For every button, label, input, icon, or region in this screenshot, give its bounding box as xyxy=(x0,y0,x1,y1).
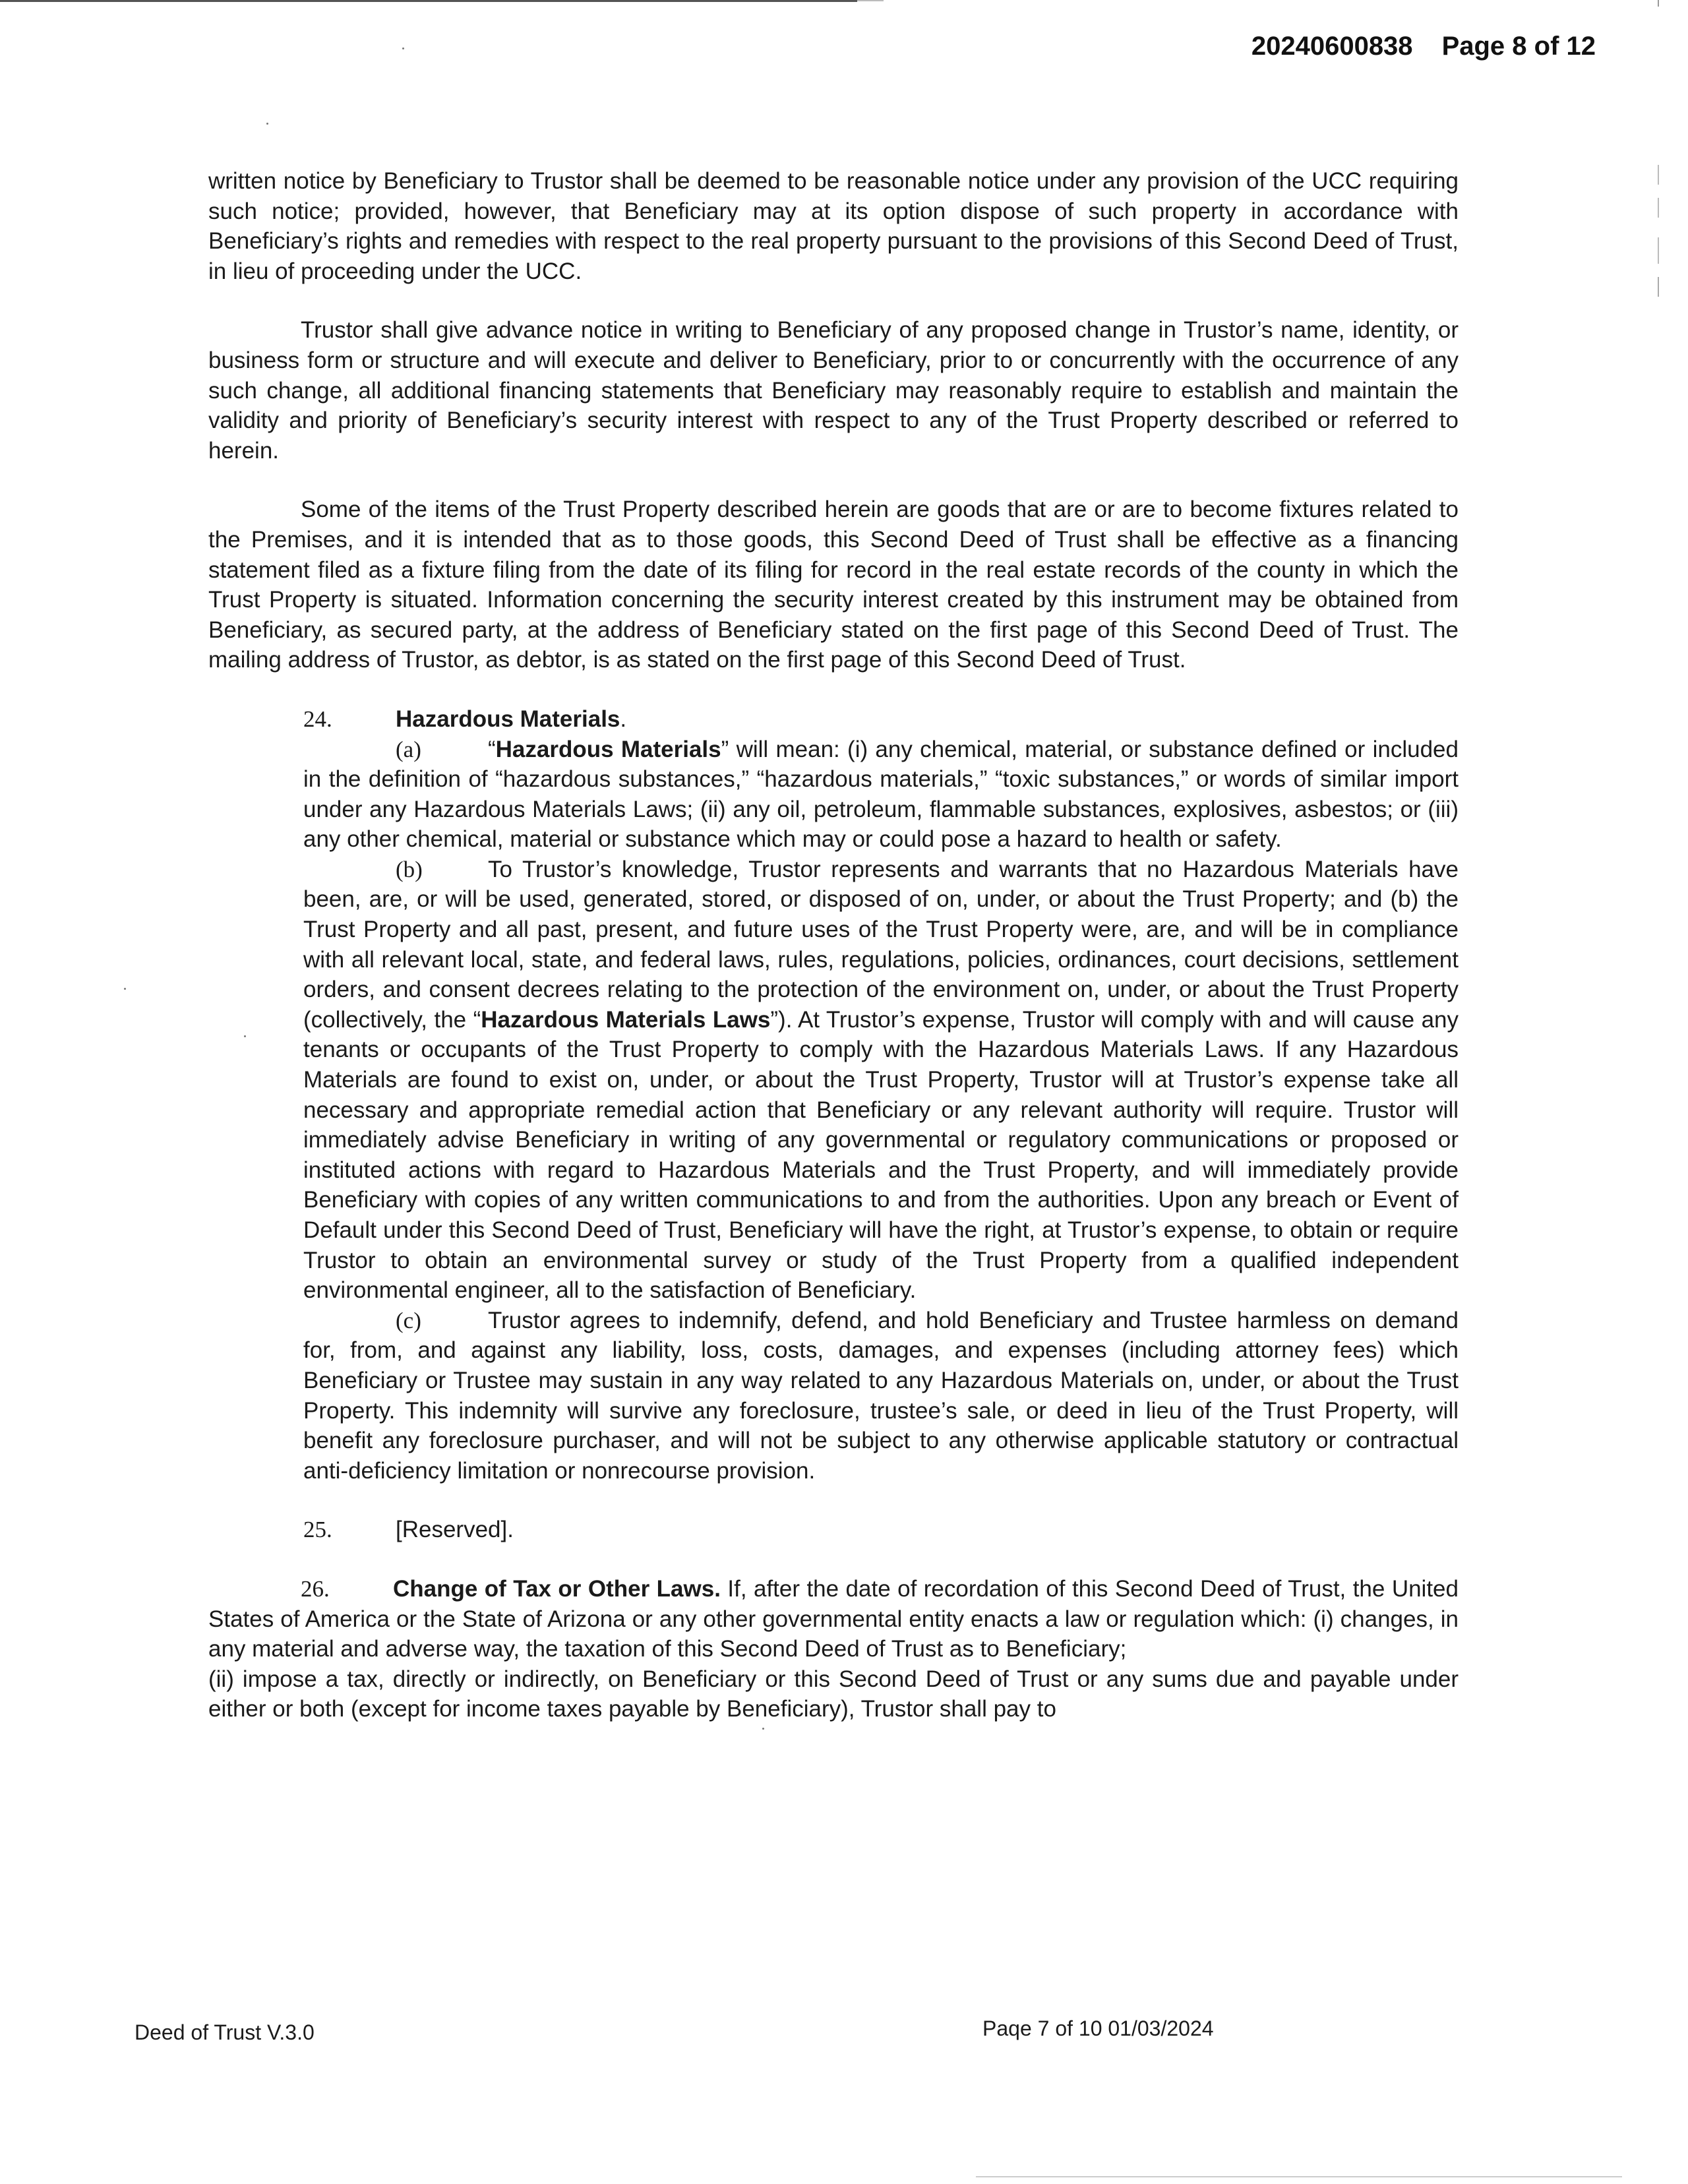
section-number: 25. xyxy=(303,1517,332,1543)
scan-edge-line-bottom xyxy=(976,2176,1622,2177)
paragraph-ucc-notice: written notice by Beneficiary to Trustor shall be deemed to be reasonable notice under any provision of the UCC requiring such notice; provided, however, that Beneficiary may at its option dispose of such property in accordance with Beneficiary’s rights and remedies with respect to the real property pursuant to the provisions of this Second Deed of Trust, in lieu of proceeding under the UCC. xyxy=(208,168,1459,284)
section-26: 26. Change of Tax or Other Laws. If, after the date of recordation of this Second Deed of Trust, the United States of America or the State of Arizona or any other governmental entity enacts a law or regulation which: (i) changes, in any material and adverse way, the taxation of this Second Deed of Trust as to Beneficiary; xyxy=(208,1574,1459,1664)
scan-edge-line-faint xyxy=(857,0,884,1)
document-body xyxy=(208,166,1459,1724)
section-25 xyxy=(208,1515,1459,1545)
scan-edge-mark xyxy=(1658,277,1659,297)
section-number: 24. xyxy=(303,706,332,732)
defined-term: Hazardous Materials xyxy=(495,736,721,762)
section-text: [Reserved]. xyxy=(396,1517,514,1543)
scan-edge-mark xyxy=(1658,0,1659,7)
subsection-24c: (c) Trustor agrees to indemnify, defend, and hold Beneficiary and Trustee harmless on demand for, from, and against any liability, loss, costs, damages, and expenses (including attorney fees) which Beneficiary or Trustee may sustain in any way related to any Hazardous Materials on, under, or about the Trust Property. This indemnity will survive any foreclosure, trustee’s sale, or deed in lieu of the Trust Property, will benefit any foreclosure purchaser, and will not be subject to any otherwise applicable statutory or contractual anti-deficiency limitation or nonrecourse provision. xyxy=(208,1306,1459,1486)
scan-speck xyxy=(762,1728,764,1730)
section-title: Hazardous Materials xyxy=(396,706,620,732)
section-24-heading: 24. Hazardous Materials. xyxy=(208,704,1459,735)
scan-edge-mark xyxy=(1658,237,1659,264)
scan-edge-mark xyxy=(1658,198,1659,218)
section-title: Change of Tax or Other Laws. xyxy=(393,1575,721,1602)
scan-speck xyxy=(266,123,268,125)
section-number: 26. xyxy=(301,1575,330,1602)
scan-speck xyxy=(402,47,404,49)
subsection-label: (c) xyxy=(396,1307,421,1333)
subsection-24b: (b) To Trustor’s knowledge, Trustor represents and warrants that no Hazardous Materials have been, are, or will be used, generated, stored, or disposed of on, under, or about the Trust Property; and (b) the Trust Property and all past, present, and future uses of the Trust Property were, are, and will be in compliance with all relevant local, state, and federal laws, rules, regulations, policies, ordinances, court decisions, settlement orders, and consent decrees relating to the protection of the environment on, under, or about the Trust Property (collectively, the “Hazardous Materials Laws”). At Trustor’s expense, Trustor will comply with and will cause any tenants or occupants of the Trust Property to comply with the Hazardous Materials Laws. If any Hazardous Materials are found to exist on, under, or about the Trust Property, Trustor will at Trustor’s expense take all necessary and appropriate remedial action that Beneficiary or any relevant authority will require. Trustor will immediately advise Beneficiary in writing of any governmental or regulatory communications or proposed or instituted actions with regard to Hazardous Materials and the Trust Property, and will immediately provide Beneficiary with copies of any written communications to and from the authorities. Upon any breach or Event of Default under this Second Deed of Trust, Beneficiary will have the right, at Trustor’s expense, to obtain or require Trustor to obtain an environmental survey or study of the Trust Property from a qualified independent environmental engineer, all to the satisfaction of Beneficiary. xyxy=(208,855,1459,1306)
document-header xyxy=(1251,32,1596,61)
subsection-label: (a) xyxy=(396,736,421,762)
page-number: Page 8 of 12 xyxy=(1441,32,1596,61)
subsection-24a: (a) “Hazardous Materials” will mean: (i) any chemical, material, or substance defined or included in the definition of “hazardous substances,” “hazardous materials,” “toxic substances,” or words of similar import under any Hazardous Materials Laws; (ii) any oil, petroleum, flammable substances, explosives, asbestos; or (iii) any other chemical, material or substance which may or could pose a hazard to health or safety. xyxy=(208,735,1459,855)
section-26-continued: (ii) impose a tax, directly or indirectly, on Beneficiary or this Second Deed of Trust or any sums due and payable under either or both (except for income taxes payable by Beneficiary), Trustor shall pay to xyxy=(208,1666,1459,1722)
paragraph-advance-notice: Trustor shall give advance notice in writing to Beneficiary of any proposed change in Trustor’s name, identity, or business form or structure and will execute and deliver to Beneficiary, prior to or concurrently with the occurrence of any such change, all additional financing statements that Beneficiary may reasonably require to establish and maintain the validity and priority of Beneficiary’s security interest with respect to any of the Trust Property described or referred to herein. xyxy=(208,317,1459,464)
defined-term: Hazardous Materials Laws xyxy=(481,1006,771,1033)
footer-page-date: Paqe 7 of 10 01/03/2024 xyxy=(982,2017,1214,2040)
footer-form-version: Deed of Trust V.3.0 xyxy=(135,2020,315,2044)
scan-speck xyxy=(124,988,126,990)
scan-edge-mark xyxy=(1658,165,1659,185)
subsection-label: (b) xyxy=(396,856,423,882)
paragraph-fixture-filing: Some of the items of the Trust Property described herein are goods that are or are to become fixtures related to the Premises, and it is intended that as to those goods, this Second Deed of Trust shall be effective as a financing statement filed as a fixture filing from the date of its filing for record in the real estate records of the county in which the Trust Property is situated. Information concerning the security interest created by this instrument may be obtained from Beneficiary, as secured party, at the address of Beneficiary stated on the first page of this Second Deed of Trust. The mailing address of Trustor, as debtor, is as stated on the first page of this Second Deed of Trust. xyxy=(208,497,1459,673)
scan-edge-line xyxy=(0,0,857,2)
document-number: 20240600838 xyxy=(1251,32,1413,61)
